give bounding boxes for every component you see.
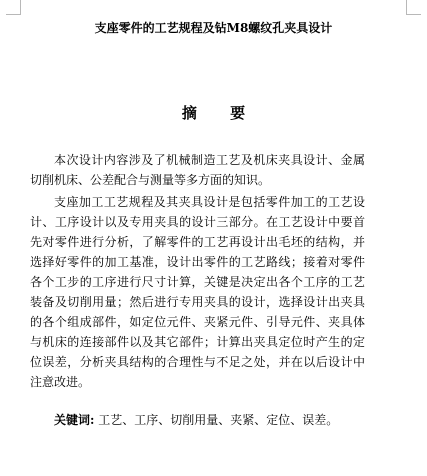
abstract-paragraph-1: 本次设计内容涉及了机械制造工艺及机床夹具设计、金属切削机床、公差配合与测量等多方面的知识。 <box>30 153 365 187</box>
document-title: 支座零件的工艺规程及钻M8螺纹孔夹具设计 <box>94 21 333 35</box>
page-corner-mark-top-left <box>6 0 21 15</box>
page-corner-mark-top-right <box>406 0 421 15</box>
keywords-text: 工艺、工序、切削用量、夹紧、定位、误差。 <box>94 413 339 427</box>
abstract-paragraph-2: 支座加工工艺规程及其夹具设计是包括零件加工的工艺设计、工序设计以及专用夹具的设计三部分。在工艺设计中要首先对零件进行分析，了解零件的工艺再设计出毛坯的结构，并选择好零件的加工基准，设计出零件的工艺路线；接着对零件各个工步的工序进行尺寸计算，关键是决定出各个工序的工艺装备及切削用量；然后进行专用夹具的设计，选择设计出夹具的各个组成部件，如定位元件、夹紧元件、引导元件、夹具体与机床的连接部件以及其它部件；计算出夹具定位时产生的定位误差，分析夹具结构的合理性与不足之处，并在以后设计中注意改进。 <box>30 195 365 389</box>
keywords-line <box>30 411 365 429</box>
abstract-heading: 摘 要 <box>181 104 260 122</box>
keywords-label: 关键词: <box>54 413 95 427</box>
